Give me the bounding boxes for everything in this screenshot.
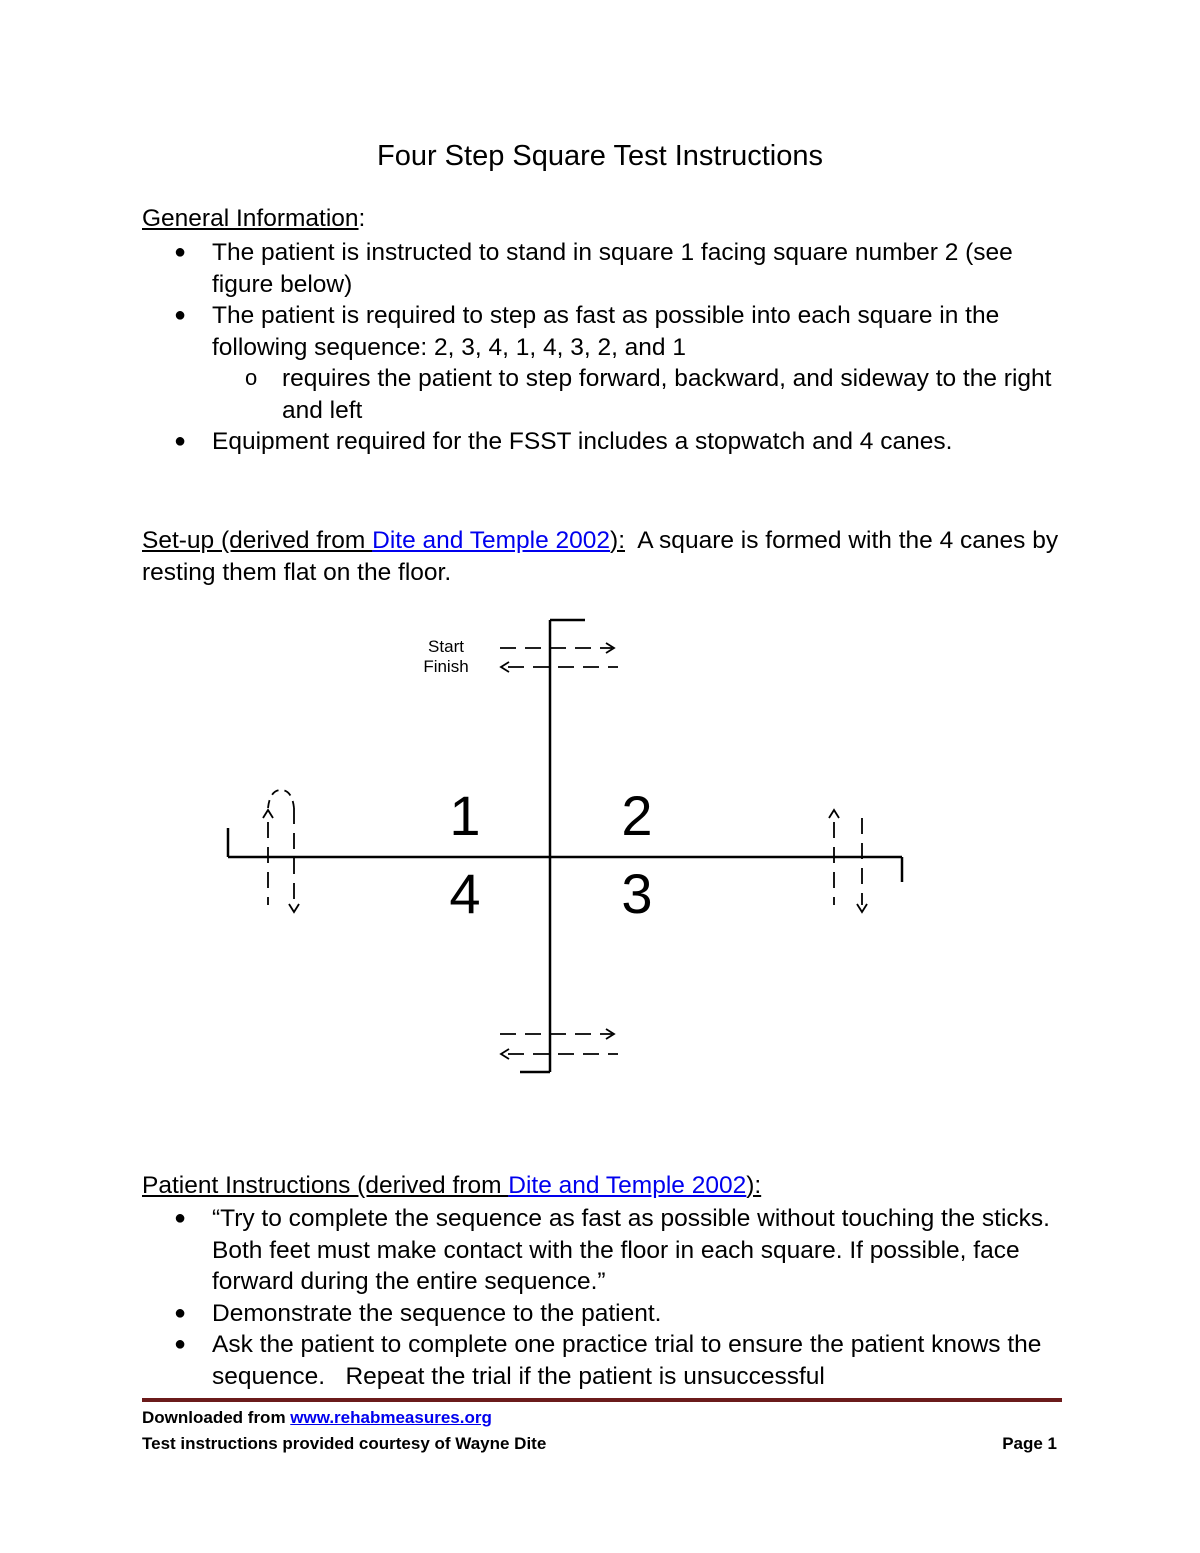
square-1-label: 1 bbox=[449, 784, 481, 847]
footer-divider bbox=[142, 1398, 1062, 1402]
bullet-icon: ● bbox=[174, 241, 187, 263]
setup-text: A square is formed with the 4 canes by resting them flat on the floor. bbox=[142, 527, 1059, 586]
footer-download-line bbox=[142, 1408, 1057, 1428]
general-information-label: General Information bbox=[142, 205, 359, 232]
list-item bbox=[174, 1329, 1072, 1392]
list-item bbox=[174, 1203, 1072, 1298]
bullet-icon: ● bbox=[174, 430, 187, 452]
list-item bbox=[174, 1298, 1072, 1330]
circle-bullet-icon: o bbox=[245, 365, 258, 390]
list-item bbox=[174, 300, 1072, 426]
sub-list-item bbox=[245, 363, 1072, 426]
right-up-arrow-icon bbox=[829, 810, 839, 818]
general-information-heading bbox=[142, 203, 365, 235]
footer-courtesy: Test instructions provided courtesy of Wayne Dite bbox=[142, 1434, 547, 1453]
patient-instructions-list bbox=[174, 1203, 1072, 1392]
list-item-text: The patient is instructed to stand in square 1 facing square number 2 (see figure below) bbox=[212, 239, 1013, 298]
left-turn-path bbox=[268, 790, 294, 808]
bullet-icon: ● bbox=[174, 1333, 187, 1355]
general-information-list bbox=[174, 237, 1072, 458]
setup-label-prefix: Set-up (derived from bbox=[142, 527, 373, 554]
list-item-text: Equipment required for the FSST includes a stopwatch and 4 canes. bbox=[212, 428, 953, 455]
patient-label-prefix: Patient Instructions (derived from bbox=[142, 1172, 509, 1199]
patient-reference-link[interactable]: Dite and Temple 2002 bbox=[508, 1172, 747, 1199]
general-information-colon: : bbox=[358, 205, 366, 232]
left-up-arrow-icon bbox=[263, 810, 273, 818]
setup-reference-link[interactable]: Dite and Temple 2002 bbox=[372, 527, 611, 554]
footer-courtesy-line bbox=[142, 1434, 1057, 1454]
footer-download-label: Downloaded from bbox=[142, 1408, 291, 1427]
setup-label-suffix: ): bbox=[610, 527, 625, 554]
setup-label bbox=[142, 527, 625, 554]
footer-url-link[interactable]: www.rehabmeasures.org bbox=[290, 1408, 492, 1427]
patient-instructions-heading bbox=[142, 1170, 761, 1202]
bottom-left-arrow-icon bbox=[501, 1049, 509, 1059]
list-item bbox=[174, 237, 1072, 300]
patient-instructions-label bbox=[142, 1172, 761, 1199]
list-item-text: Ask the patient to complete one practice trial to ensure the patient knows the sequence. Repeat the trial if the patient is unsuccessful bbox=[212, 1331, 1049, 1390]
list-item bbox=[174, 426, 1072, 458]
sub-list-item-text: requires the patient to step forward, backward, and sideway to the right and left bbox=[282, 365, 1052, 424]
bullet-icon: ● bbox=[174, 1207, 187, 1229]
list-item-text: “Try to complete the sequence as fast as possible without touching the sticks. Both feet must make contact with the floor in each square. If possible, face forward during the entire sequence.” bbox=[212, 1205, 1050, 1295]
four-square-figure bbox=[200, 605, 920, 1080]
square-3-label: 3 bbox=[621, 862, 653, 925]
sub-list bbox=[212, 363, 1072, 426]
square-2-label: 2 bbox=[621, 784, 653, 847]
left-down-arrow-icon bbox=[289, 904, 299, 912]
page-number: Page 1 bbox=[1002, 1434, 1057, 1453]
bullet-icon: ● bbox=[174, 1301, 187, 1324]
right-down-arrow-icon bbox=[857, 904, 867, 912]
list-item-text: Demonstrate the sequence to the patient. bbox=[212, 1299, 662, 1327]
patient-label-suffix: ): bbox=[746, 1172, 762, 1199]
square-4-label: 4 bbox=[449, 862, 481, 925]
page-title: Four Step Square Test Instructions bbox=[377, 140, 823, 172]
finish-arrow-icon bbox=[501, 662, 509, 672]
list-item-text: The patient is required to step as fast as possible into each square in the following sequence: 2, 3, 4, 1, 4, 3, 2, and 1 bbox=[212, 302, 1000, 361]
start-label: Start bbox=[428, 637, 464, 656]
setup-paragraph bbox=[142, 525, 1082, 588]
bullet-icon: ● bbox=[174, 304, 187, 326]
finish-label: Finish bbox=[423, 657, 469, 676]
